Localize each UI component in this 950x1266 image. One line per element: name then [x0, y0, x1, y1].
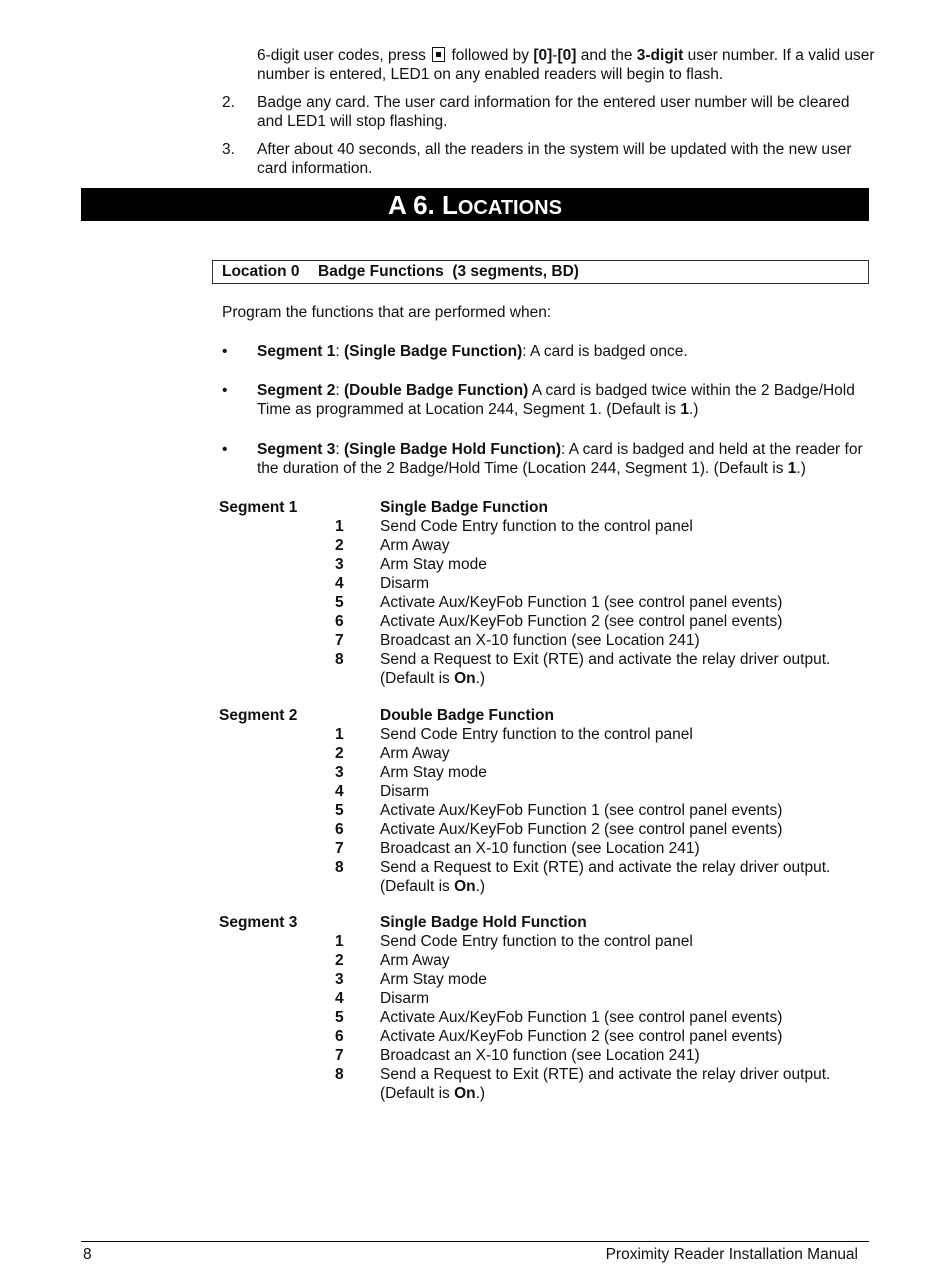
option-text: Send Code Entry function to the control panel	[380, 726, 693, 743]
bullet-end: .)	[796, 460, 806, 477]
bullet-description: : A card is badged once.	[522, 343, 688, 360]
page-number: 8	[83, 1246, 92, 1263]
option-number: 8	[335, 651, 344, 668]
segment-option-row	[219, 612, 869, 631]
option-number: 3	[335, 971, 344, 988]
default-note-suffix: .)	[475, 1085, 486, 1102]
segment-option-row	[219, 858, 869, 877]
option-number: 6	[335, 1028, 344, 1045]
option-text: Arm Stay mode	[380, 971, 487, 988]
bullet-end: .)	[688, 401, 699, 418]
segment-label: Segment 1	[219, 499, 298, 516]
default-value: On	[454, 878, 476, 895]
bullet-sep: :	[335, 343, 345, 360]
option-text: Activate Aux/KeyFob Function 2 (see control panel events)	[380, 613, 783, 630]
bullet-default-value: 1	[680, 401, 689, 418]
option-text: Arm Away	[380, 745, 450, 762]
option-text: Arm Stay mode	[380, 764, 487, 781]
key-zero: [0]	[533, 47, 553, 64]
segment-option-row	[219, 1008, 869, 1027]
section-banner	[81, 188, 869, 221]
bullet-sep: :	[335, 382, 345, 399]
segment-option-row	[219, 989, 869, 1008]
option-text: Activate Aux/KeyFob Function 1 (see control panel events)	[380, 594, 783, 611]
option-number: 3	[335, 764, 344, 781]
segment-label: Segment 2	[219, 707, 298, 724]
segment-option-row	[219, 839, 869, 858]
segment-option-row	[219, 555, 869, 574]
bullet-description: A card is badged twice within the 2 Badge/Hold Time as programmed at Location 244, Segment 1. (Default is	[257, 382, 855, 418]
bullet-label: Segment 2	[257, 382, 336, 399]
continuation-text-c: and the	[580, 47, 633, 64]
option-text: Activate Aux/KeyFob Function 1 (see control panel events)	[380, 802, 783, 819]
option-number: 1	[335, 726, 344, 743]
option-number: 4	[335, 575, 344, 592]
option-text: Broadcast an X-10 function (see Location 241)	[380, 1047, 700, 1064]
bullet-function-name: (Double Badge Function)	[344, 382, 529, 399]
segment-option-row	[219, 593, 869, 612]
option-number: 6	[335, 613, 344, 630]
segment-option-row	[219, 536, 869, 555]
default-note-prefix: (Default is	[380, 878, 455, 895]
segment-option-row	[219, 574, 869, 593]
option-number: 7	[335, 632, 344, 649]
option-number: 2	[335, 745, 344, 762]
option-text: Arm Away	[380, 952, 450, 969]
continuation-paragraph	[257, 46, 877, 84]
segment-option-row	[219, 1046, 869, 1065]
segment-option-row	[219, 801, 869, 820]
default-note-prefix: (Default is	[380, 1085, 455, 1102]
option-number: 4	[335, 990, 344, 1007]
footer-title: Proximity Reader Installation Manual	[605, 1246, 858, 1263]
segment-option-row	[219, 951, 869, 970]
segment-option-row	[219, 744, 869, 763]
segment-label: Segment 3	[219, 914, 298, 931]
option-number: 7	[335, 840, 344, 857]
default-note	[380, 1084, 485, 1103]
location-number: Location 0	[222, 263, 300, 280]
option-number: 4	[335, 783, 344, 800]
option-text: Send a Request to Exit (RTE) and activate the relay driver output.	[380, 651, 831, 668]
footer-rule	[81, 1241, 869, 1242]
location-header-box	[212, 260, 869, 284]
option-number: 8	[335, 859, 344, 876]
option-number: 1	[335, 518, 344, 535]
segment-option-row	[219, 725, 869, 744]
option-text: Send Code Entry function to the control panel	[380, 933, 693, 950]
option-text: Send a Request to Exit (RTE) and activate the relay driver output.	[380, 1066, 831, 1083]
option-text: Arm Away	[380, 537, 450, 554]
segment-option-row	[219, 782, 869, 801]
segment-option-row	[219, 932, 869, 951]
lock-key-icon	[432, 47, 445, 62]
segment-option-row	[219, 970, 869, 989]
key-dash: -	[552, 47, 558, 64]
option-number: 6	[335, 821, 344, 838]
option-text: Arm Stay mode	[380, 556, 487, 573]
option-number: 1	[335, 933, 344, 950]
segment-option-row	[219, 517, 869, 536]
bullet-sep: :	[335, 441, 345, 458]
option-number: 5	[335, 594, 344, 611]
option-text: Activate Aux/KeyFob Function 2 (see control panel events)	[380, 1028, 783, 1045]
option-text: Broadcast an X-10 function (see Location 241)	[380, 840, 700, 857]
bullet-text	[257, 381, 872, 419]
bullet-dot: •	[222, 441, 228, 458]
section-heading-rest: OCATIONS	[457, 197, 562, 219]
bullet-label: Segment 3	[257, 441, 336, 458]
default-note-suffix: .)	[475, 878, 486, 895]
option-number: 7	[335, 1047, 344, 1064]
bullet-dot: •	[222, 343, 228, 360]
option-number: 5	[335, 1009, 344, 1026]
option-number: 8	[335, 1066, 344, 1083]
option-text: Disarm	[380, 783, 430, 800]
option-text: Send a Request to Exit (RTE) and activate the relay driver output.	[380, 859, 831, 876]
three-digit-label: 3-digit	[636, 47, 684, 64]
option-number: 5	[335, 802, 344, 819]
default-note	[380, 877, 485, 896]
continuation-text-a: 6-digit user codes, press	[257, 47, 426, 64]
bullet-description: : A card is badged and held at the reader for the duration of the 2 Badge/Hold Time (Location 244, Segment 1). (Default is	[257, 441, 863, 477]
continuation-text-d: user number. If a valid user number is entered, LED1 on any enabled readers will begin to flash.	[257, 47, 875, 83]
segment-option-row	[219, 763, 869, 782]
segment-title: Double Badge Function	[380, 707, 554, 724]
key-zero-2: [0]	[557, 47, 577, 64]
bullet-text	[257, 342, 872, 361]
default-value: On	[454, 670, 476, 687]
bullet-label: Segment 1	[257, 343, 336, 360]
default-note-suffix: .)	[475, 670, 486, 687]
segment-option-row	[219, 631, 869, 650]
section-heading-prefix: A 6. L	[388, 190, 458, 220]
default-note	[380, 669, 485, 688]
option-text: Activate Aux/KeyFob Function 2 (see control panel events)	[380, 821, 783, 838]
step-number: 3.	[222, 141, 235, 158]
segment-title: Single Badge Hold Function	[380, 914, 587, 931]
segment-option-row	[219, 650, 869, 669]
option-text: Disarm	[380, 990, 430, 1007]
option-number: 3	[335, 556, 344, 573]
step-number: 2.	[222, 94, 235, 111]
segment-option-row	[219, 1065, 869, 1084]
segment-title: Single Badge Function	[380, 499, 548, 516]
option-text: Send Code Entry function to the control panel	[380, 518, 693, 535]
step-text: After about 40 seconds, all the readers in the system will be updated with the new user card information.	[257, 141, 852, 177]
default-value: On	[454, 1085, 476, 1102]
option-text: Broadcast an X-10 function (see Location 241)	[380, 632, 700, 649]
segment-option-row	[219, 1027, 869, 1046]
continuation-text-b: followed by	[451, 47, 530, 64]
bullet-function-name: (Single Badge Hold Function)	[344, 441, 562, 458]
bullet-default-value: 1	[787, 460, 797, 477]
intro-text: Program the functions that are performed when:	[222, 304, 552, 321]
bullet-function-name: (Single Badge Function)	[344, 343, 523, 360]
step-text: Badge any card. The user card information for the entered user number will be cleared and LED1 will stop flashing.	[257, 94, 850, 130]
segment-option-row	[219, 820, 869, 839]
option-text: Activate Aux/KeyFob Function 1 (see control panel events)	[380, 1009, 783, 1026]
default-note-prefix: (Default is	[380, 670, 455, 687]
option-text: Disarm	[380, 575, 430, 592]
bullet-text	[257, 440, 872, 478]
option-number: 2	[335, 537, 344, 554]
option-number: 2	[335, 952, 344, 969]
location-title: Badge Functions (3 segments, BD)	[318, 263, 579, 280]
bullet-dot: •	[222, 382, 228, 399]
